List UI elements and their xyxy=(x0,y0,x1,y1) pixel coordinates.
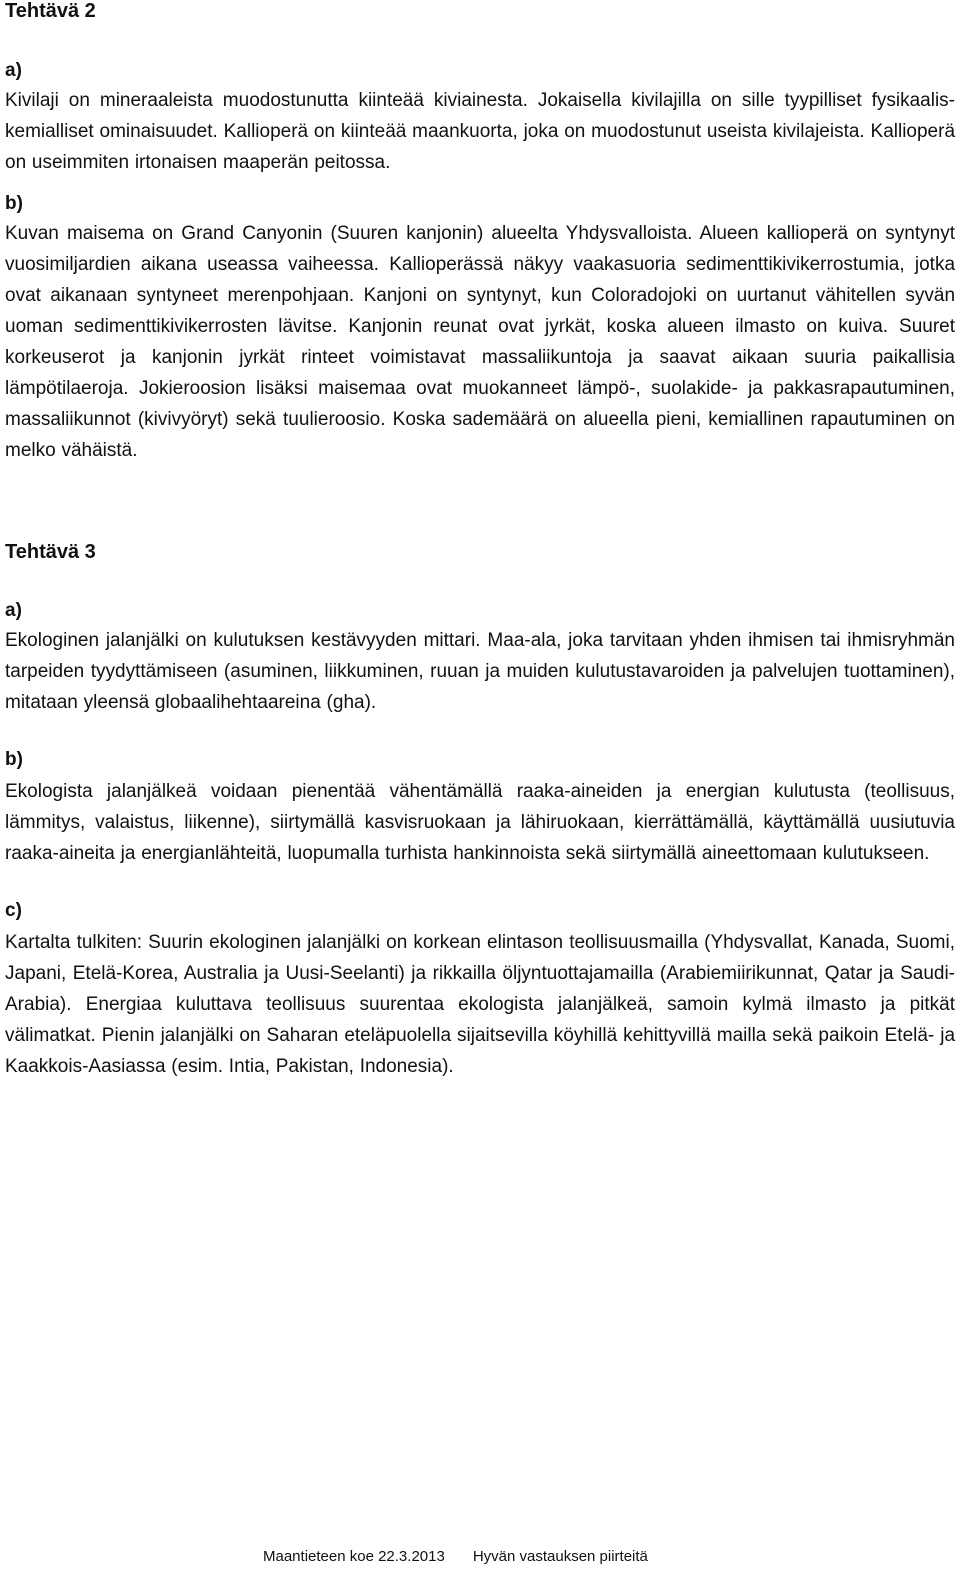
sentence: Alueen kallioperä on syntynyt vuosimiljardien aikana useassa vaiheessa. xyxy=(5,223,955,275)
sentence: Kivilaji on mineraaleista muodostunutta kiinteää kiviainesta. xyxy=(5,90,528,111)
sentence: Suuret korkeuserot ja kanjonin jyrkät rinteet voimistavat massaliikuntoja ja saavat aikaan suuria paikallisia lämpötilaeroja. xyxy=(5,316,956,399)
sentence: Jokieroosion lisäksi maisemaa ovat muokanneet lämpö-, suolakide- ja pakkasrapautuminen, massaliikunnot (kivivyöryt) sekä tuulieroosio. xyxy=(5,378,955,430)
section-heading: Tehtävä 2 xyxy=(5,0,96,22)
answer-paragraph-a xyxy=(5,625,955,718)
part-label-c: c) xyxy=(5,900,22,921)
section-tehtava-2 xyxy=(5,0,955,466)
answer-paragraph-c xyxy=(5,927,955,1082)
document-page xyxy=(5,0,955,1082)
part-label-b: b) xyxy=(5,193,23,214)
sentence: Kanjonin reunat ovat jyrkät, koska alueen ilmasto on kuiva. xyxy=(348,316,889,337)
sentence: Ekologista jalanjälkeä voidaan pienentää vähentämällä raaka-aineiden ja energian kulutusta (teollisuus, lämmitys, valaistus, liikenne), siirtymällä kasvisruokaan ja lähiruokaan, kierrättämällä, käyttämällä uusiutuvia raaka-aineita ja energianlähteitä, luopumalla turhista hankinnoista sekä siirtymällä aineettomaan kulutukseen. xyxy=(5,781,955,864)
sentence: Kanjoni on syntynyt, kun Coloradojoki on uurtanut vähitellen syvän uoman sedimenttikivikerrosten lävitse. xyxy=(5,285,956,337)
footer-note: Hyvän vastauksen piirteitä xyxy=(472,1548,648,1565)
section-heading: Tehtävä 3 xyxy=(5,541,96,563)
page-footer xyxy=(263,1548,648,1566)
sentence: Pienin jalanjälki on Saharan eteläpuolella sijaitsevilla köyhillä kehittyvillä mailla sekä paikoin Etelä- ja Kaakkois-Aasiassa (esim. Intia, Pakistan, Indonesia). xyxy=(5,1025,956,1077)
sentence: Maa-ala, joka tarvitaan yhden ihmisen tai ihmisryhmän tarpeiden tyydyttämiseen (asuminen, liikkuminen, ruuan ja muiden kulutustavaroiden ja palvelujen tuottaminen), mitataan yleensä globaalihehtaareina (gha). xyxy=(5,630,955,713)
sentence: Kallioperä on useimmiten irtonaisen maaperän peitossa. xyxy=(5,121,956,173)
sentence: Ekologinen jalanjälki on kulutuksen kestävyyden mittari. xyxy=(5,630,481,651)
sentence: Kallioperä on kiinteää maankuorta, joka on muodostunut useista kivilajeista. xyxy=(223,121,865,142)
answer-paragraph-b xyxy=(5,218,955,466)
footer-exam-title: Maantieteen koe 22.3.2013 xyxy=(263,1548,445,1565)
sentence: Kallioperässä näkyy vaakasuoria sedimenttikivikerrostumia, jotka ovat aikanaan syntyneet merenpohjaan. xyxy=(5,254,956,306)
part-label-a: a) xyxy=(5,60,22,81)
part-label-a: a) xyxy=(5,600,22,621)
sentence: Kuvan maisema on Grand Canyonin (Suuren kanjonin) alueelta Yhdysvalloista. xyxy=(5,223,693,244)
sentence: Koska sademäärä on alueella pieni, kemiallinen rapautuminen on melko vähäistä. xyxy=(5,409,955,461)
answer-paragraph-b xyxy=(5,776,955,869)
section-tehtava-3 xyxy=(5,540,955,1082)
part-label-b: b) xyxy=(5,749,23,770)
answer-paragraph-a xyxy=(5,85,955,178)
sentence: Energiaa kuluttava teollisuus suurentaa ekologista jalanjälkeä, samoin kylmä ilmasto ja pitkät välimatkat. xyxy=(5,994,955,1046)
sentence: Jokaisella kivilajilla on sille tyypilliset fysikaalis-kemialliset ominaisuudet. xyxy=(5,90,955,142)
sentence: Kartalta tulkiten: Suurin ekologinen jalanjälki on korkean elintason teollisuusmailla (Yhdysvallat, Kanada, Suomi, Japani, Etelä-Korea, Australia ja Uusi-Seelanti) ja rikkailla öljyntuottajamailla (Arabiemiirikunnat, Qatar ja Saudi-Arabia). xyxy=(5,932,955,1015)
